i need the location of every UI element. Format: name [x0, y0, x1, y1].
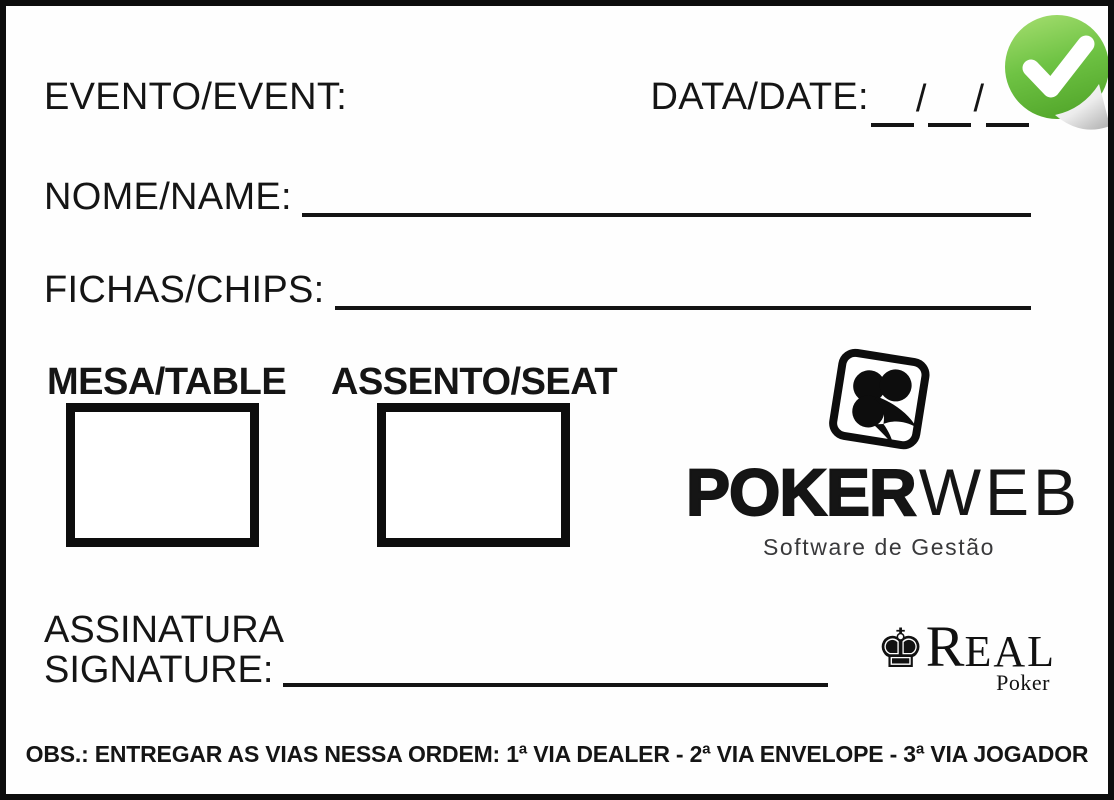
pokerweb-wordmark-bold: POKER	[686, 455, 916, 529]
chips-label: FICHAS/CHIPS:	[44, 269, 325, 311]
date-slash: /	[915, 78, 927, 120]
note-text: OBS.: ENTREGAR AS VIAS NESSA ORDEM: 1ª VIA DEALER - 2ª VIA ENVELOPE - 3ª VIA JOGADOR	[25, 741, 1089, 767]
signature-block	[44, 610, 828, 690]
seat-box[interactable]	[377, 403, 570, 547]
seat-label: ASSENTO/SEAT	[331, 361, 618, 403]
event-label: EVENTO/EVENT:	[44, 76, 348, 118]
pokerweb-tagline: Software de Gestão	[762, 534, 996, 560]
pokerweb-wordmark	[686, 455, 1082, 529]
chips-row	[44, 269, 1031, 312]
pokerweb-wordmark-light: WEB	[918, 455, 1082, 529]
real-poker-logo	[876, 614, 1056, 696]
check-sticker-icon	[998, 10, 1114, 134]
date-field-group	[651, 76, 1031, 119]
name-row	[44, 176, 1031, 219]
date-slash: /	[973, 78, 984, 120]
table-label: MESA/TABLE	[47, 361, 287, 403]
real-sub-wordmark: Poker	[996, 670, 1050, 695]
date-blank-month[interactable]	[928, 89, 971, 127]
chips-line[interactable]	[335, 306, 1032, 310]
signature-line[interactable]	[283, 683, 828, 687]
king-icon: ♚	[876, 617, 925, 680]
date-blank-day[interactable]	[871, 89, 914, 127]
signature-label-en: SIGNATURE:	[44, 649, 274, 691]
table-box[interactable]	[66, 403, 259, 547]
signature-label-pt: ASSINATURA	[44, 609, 285, 651]
club-card-icon	[819, 340, 939, 463]
pokerweb-logo	[686, 347, 1082, 560]
name-label: NOME/NAME:	[44, 176, 292, 218]
event-date-row	[44, 76, 1031, 119]
date-label: DATA/DATE:	[650, 76, 869, 118]
real-wordmark: REAL	[925, 614, 1056, 679]
name-line[interactable]	[302, 213, 1031, 217]
